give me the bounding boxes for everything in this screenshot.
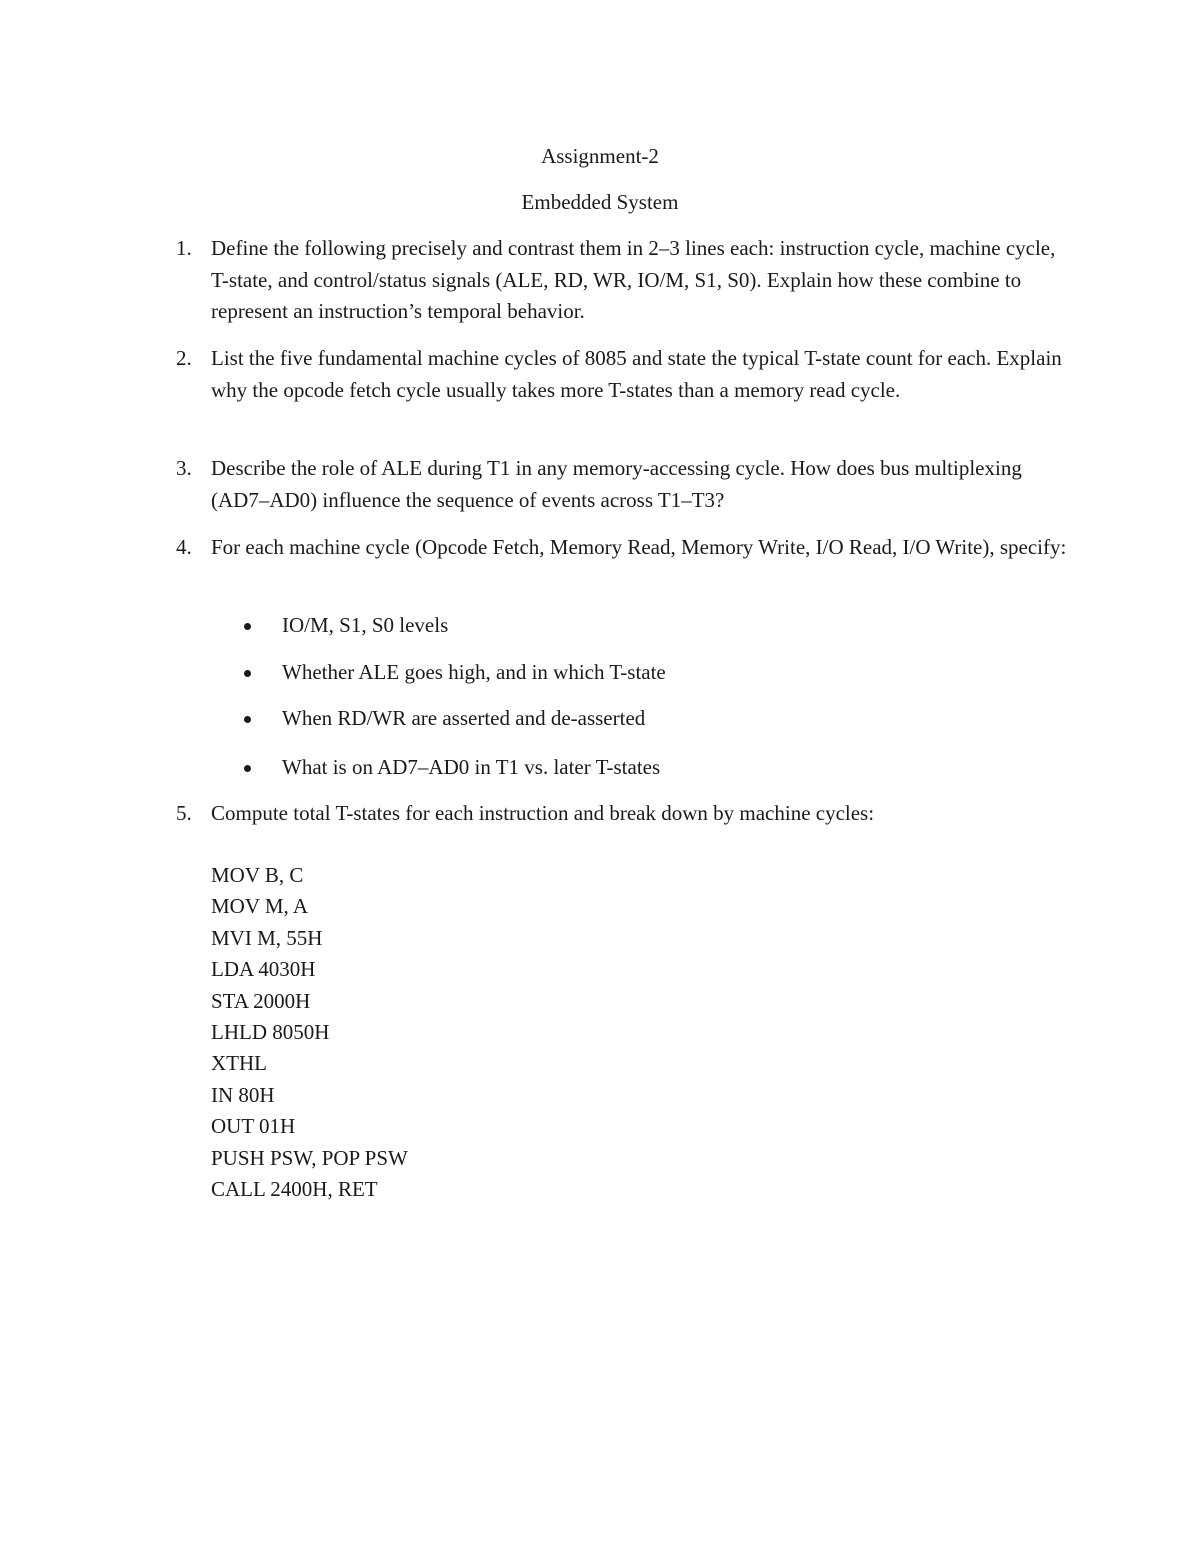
- list-item-text: When RD/WR are asserted and de-asserted: [282, 706, 646, 730]
- instruction-line: PUSH PSW, POP PSW: [211, 1146, 408, 1170]
- bullet-icon: [244, 716, 251, 723]
- instruction-line: CALL 2400H, RET: [211, 1177, 378, 1201]
- instruction-line: XTHL: [211, 1051, 267, 1075]
- instruction-line: MOV M, A: [211, 894, 309, 918]
- bullet-icon: [244, 670, 251, 677]
- list-item-text: What is on AD7–AD0 in T1 vs. later T-states: [282, 755, 661, 779]
- question-text: List the five fundamental machine cycles of 8085 and state the typical T-state count for each. Explain why the opcode fetch cycle usually takes more T-states than a memory read cycle.: [211, 346, 1062, 402]
- instruction-line: MOV B, C: [211, 863, 304, 887]
- question-text: Compute total T-states for each instruction and break down by machine cycles:: [211, 801, 875, 825]
- bullet-icon: [244, 623, 251, 630]
- bullet-icon: [244, 765, 251, 772]
- question-text: Describe the role of ALE during T1 in any memory-accessing cycle. How does bus multiplexing (AD7–AD0) influence the sequence of events across T1–T3?: [211, 456, 1022, 512]
- instruction-line: LHLD 8050H: [211, 1020, 330, 1044]
- list-item-text: IO/M, S1, S0 levels: [282, 613, 449, 637]
- question-number: 1.: [176, 236, 192, 260]
- question-text: For each machine cycle (Opcode Fetch, Memory Read, Memory Write, I/O Read, I/O Write), specify:: [211, 535, 1067, 559]
- list-item-text: Whether ALE goes high, and in which T-state: [282, 660, 666, 684]
- question-number: 2.: [176, 346, 192, 370]
- question-number: 3.: [176, 456, 192, 480]
- question-text: Define the following precisely and contrast them in 2–3 lines each: instruction cycle, machine cycle, T-state, and control/status signals (ALE, RD, WR, IO/M, S1, S0). Explain how these combine to represent an instruction’s temporal behavior.: [211, 236, 1056, 323]
- instruction-line: MVI M, 55H: [211, 926, 323, 950]
- document-title: Assignment-2: [541, 144, 659, 168]
- question-number: 4.: [176, 535, 192, 559]
- instruction-line: IN 80H: [211, 1083, 275, 1107]
- instruction-line: OUT 01H: [211, 1114, 296, 1138]
- question-number: 5.: [176, 801, 192, 825]
- instruction-line: LDA 4030H: [211, 957, 316, 981]
- instruction-line: STA 2000H: [211, 989, 311, 1013]
- document-subtitle: Embedded System: [521, 190, 679, 214]
